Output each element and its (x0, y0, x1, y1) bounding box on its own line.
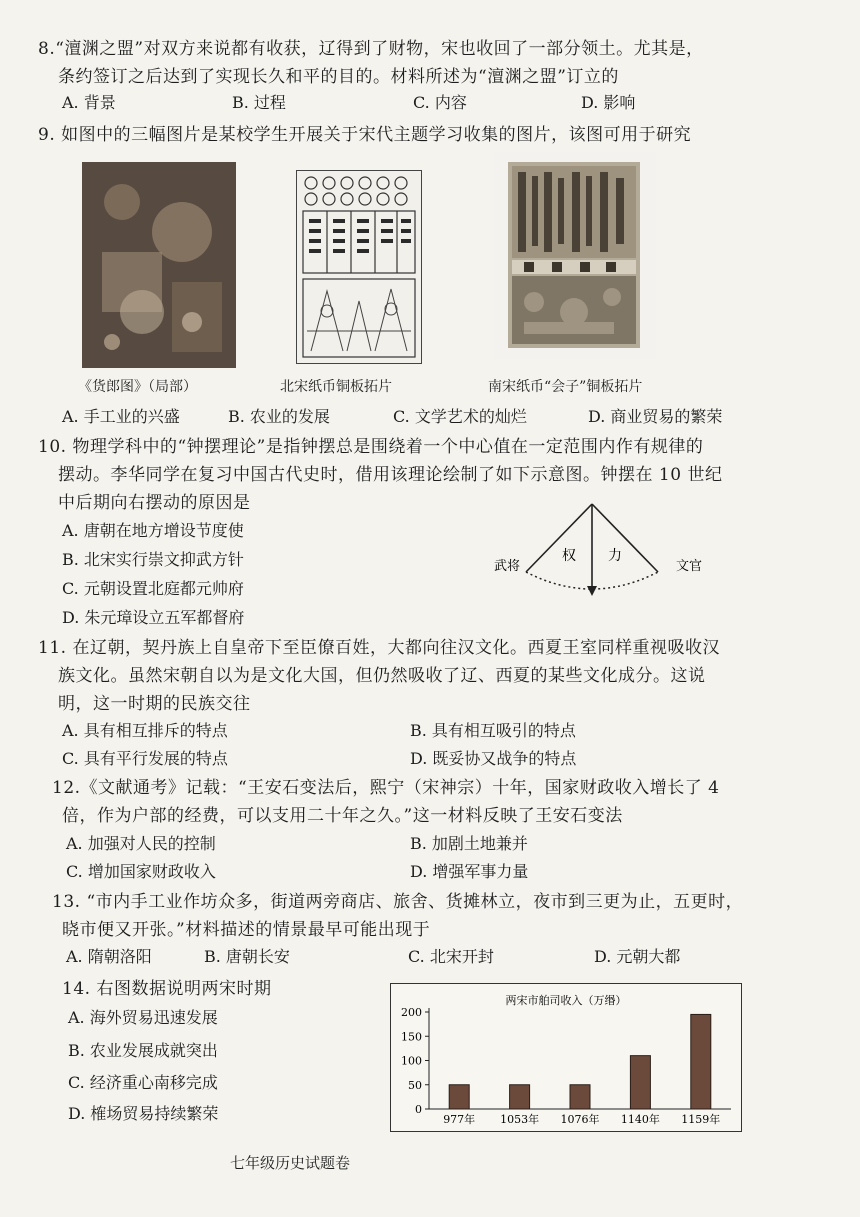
q10-stem-line3: 中后期向右摆动的原因是 (58, 493, 251, 513)
chart-x-tick-label: 1159年 (681, 1113, 721, 1126)
diagram-label-quan: 权 (562, 548, 576, 564)
q11-option-a: A. 具有相互排斥的特点 (62, 721, 228, 740)
huizi-plate-rubbing (494, 152, 656, 359)
q8-option-c: C. 内容 (413, 93, 467, 112)
q14-option-d: D. 榷场贸易持续繁荣 (68, 1104, 219, 1123)
q11-stem-line1: 11. 在辽朝，契丹族上自皇帝下至臣僚百姓，大都向往汉文化。西夏王室同样重视吸收汉 (38, 638, 720, 658)
q8-option-b: B. 过程 (232, 93, 286, 112)
q9-stem-line1: 9. 如图中的三幅图片是某校学生开展关于宋代主题学习收集的图片，该图可用于研究 (38, 125, 692, 145)
q10-option-d: D. 朱元璋设立五军都督府 (62, 608, 245, 627)
q12-stem-line1: 12.《文献通考》记载：“王安石变法后，熙宁（宋神宗）十年，国家财政收入增长了 4 (52, 778, 720, 798)
chart-title: 两宋市舶司收入（万缗） (505, 994, 627, 1007)
chart-y-tick-label: 200 (401, 1006, 422, 1019)
chart-y-tick-label: 150 (401, 1030, 422, 1044)
diagram-label-generals: 武将 (494, 559, 521, 574)
q11-option-d: D. 既妥协又战争的特点 (410, 749, 577, 768)
q12-option-b: B. 加剧土地兼并 (410, 834, 528, 853)
q12-option-d: D. 增强军事力量 (410, 862, 529, 881)
chart-bar (449, 1085, 469, 1109)
q11-stem-line3: 明，这一时期的民族交往 (58, 694, 251, 714)
q10-stem-line2: 摆动。李华同学在复习中国古代史时，借用该理论绘制了如下示意图。钟摆在 10 世纪 (58, 465, 723, 485)
chart-y-tick-label: 100 (401, 1054, 422, 1068)
q10-stem-line1: 10. 物理学科中的“钟摆理论”是指钟摆总是围绕着一个中心值在一定范围内作有规律的 (38, 437, 704, 457)
footer-text: 七年级历史试题卷 (230, 1154, 351, 1172)
diagram-label-civil-officials: 文官 (676, 559, 703, 574)
q14-option-b: B. 农业发展成就突出 (68, 1041, 218, 1060)
q13-option-a: A. 隋朝洛阳 (66, 947, 152, 966)
q12-stem-line2: 倍，作为户部的经费，可以支用二十年之久。”这一材料反映了王安石变法 (62, 806, 623, 826)
banknote-plate-rubbing (296, 170, 422, 364)
q13-option-b: B. 唐朝长安 (204, 947, 290, 966)
caption-northern-song-note: 北宋纸币铜板拓片 (280, 379, 392, 395)
q12-option-c: C. 增加国家财政收入 (66, 862, 216, 881)
q8-option-a: A. 背景 (62, 93, 116, 112)
q9-option-d: D. 商业贸易的繁荣 (588, 407, 723, 426)
q9-option-b: B. 农业的发展 (228, 407, 330, 426)
chart-x-tick-label: 1076年 (560, 1113, 600, 1126)
chart-bar (570, 1085, 590, 1109)
q8-stem-line2: 条约签订之后达到了实现长久和平的目的。材料所述为“澶渊之盟”订立的 (58, 67, 619, 87)
diagram-label-li: 力 (608, 548, 622, 564)
pendulum-diagram (480, 498, 720, 608)
q8-option-d: D. 影响 (581, 93, 636, 112)
chart-x-tick-label: 1140年 (620, 1113, 660, 1126)
q12-option-a: A. 加强对人民的控制 (66, 834, 216, 853)
q13-stem-line1: 13. “市内手工业作坊众多，街道两旁商店、旅舍、货摊林立，夜市到三更为止，五更时， (52, 892, 744, 912)
chart-y-tick-label: 0 (415, 1103, 422, 1116)
q14-stem-line1: 14. 右图数据说明两宋时期 (62, 979, 272, 999)
chart-bar (630, 1056, 650, 1109)
painting-image (82, 162, 236, 368)
caption-southern-song-huizi: 南宋纸币“会子”铜板拓片 (488, 379, 643, 395)
chart-y-tick-label: 50 (408, 1078, 422, 1092)
q13-option-c: C. 北宋开封 (408, 947, 494, 966)
chart-x-tick-label: 977年 (443, 1113, 476, 1126)
chart-x-tick-label: 1053年 (500, 1113, 540, 1126)
q9-option-a: A. 手工业的兴盛 (62, 407, 180, 426)
chart-bar (691, 1014, 711, 1109)
q11-option-c: C. 具有平行发展的特点 (62, 749, 228, 768)
chart-bar (510, 1085, 530, 1109)
caption-painting: 《货郎图》（局部） (78, 379, 197, 395)
q9-option-c: C. 文学艺术的灿烂 (393, 407, 527, 426)
revenue-chart (390, 983, 742, 1132)
q10-option-c: C. 元朝设置北庭都元帅府 (62, 579, 244, 598)
q11-stem-line2: 族文化。虽然宋朝自以为是文化大国，但仍然吸收了辽、西夏的某些文化成分。这说 (58, 666, 706, 686)
q13-stem-line2: 晓市便又开张。”材料描述的情景最早可能出现于 (62, 920, 431, 940)
q14-option-a: A. 海外贸易迅速发展 (68, 1008, 218, 1027)
q13-option-d: D. 元朝大都 (594, 947, 681, 966)
q14-option-c: C. 经济重心南移完成 (68, 1073, 218, 1092)
q11-option-b: B. 具有相互吸引的特点 (410, 721, 576, 740)
q8-stem-line1: 8.“澶渊之盟”对双方来说都有收获，辽得到了财物，宋也收回了一部分领土。尤其是， (38, 39, 704, 59)
q10-option-b: B. 北宋实行崇文抑武方针 (62, 550, 244, 569)
revenue-chart-svg (391, 984, 741, 1131)
q10-option-a: A. 唐朝在地方增设节度使 (62, 521, 244, 540)
